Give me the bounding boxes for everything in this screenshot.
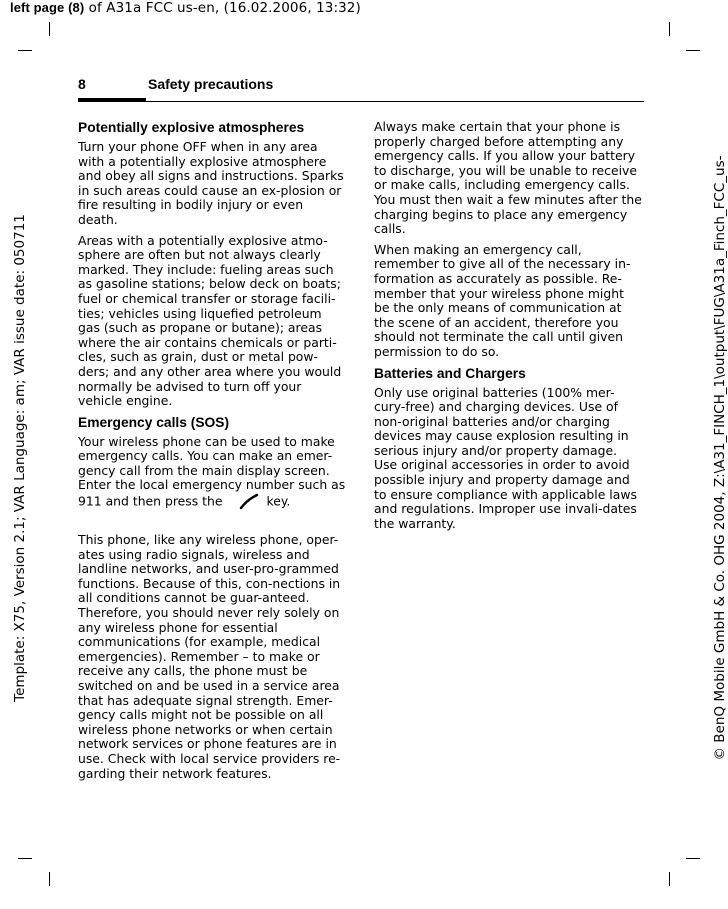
print-header [10,0,361,16]
print-header-rest: of A31a FCC us-en, (16.02.2006, 13:32) [84,0,361,16]
crop-mark [686,858,700,859]
copyright-path: © BenQ Mobile GmbH & Co. OHG 2004, Z:\A31_FINCH_1\output\FUG\A31a_Finch_FCC_us- [712,155,728,761]
crop-mark [669,872,670,886]
call-key-icon [238,493,260,511]
paragraph-emergency-number [78,435,346,511]
crop-mark [49,22,50,36]
crop-mark [669,22,670,36]
paragraph: Always make certain that your phone is properly charged before attempting any emergency calls. If you allow your battery to discharge, you will be unable to receive or make calls, including emergency calls. You must then wait a few minutes after the charging begins to place any emergency calls. [374,119,642,237]
crop-mark [18,50,32,51]
emergency-text-end: key. [266,493,291,509]
header-rule [78,101,644,102]
heading-batteries-chargers: Batteries and Chargers [374,365,526,381]
page-number: 8 [78,76,86,92]
heading-emergency-calls: Emergency calls (SOS) [78,414,230,430]
paragraph: When making an emergency call, remember to give all of the necessary in-formation as accurately as possible. Re-member that your wireless phone might be the only means of communication at the scene of an accident, therefore you should not terminate the call until given permission to do so. [374,241,631,359]
left-column [78,120,346,787]
template-info: Template: X75, Version 2.1; VAR Language: am; VAR issue date: 050711 [12,214,28,702]
right-column [374,120,642,537]
crop-mark [49,872,50,886]
paragraph: Areas with a potentially explosive atmo-sphere are often but not always clearly marked. They include: fueling areas such as gasoline stations; below deck on boats; fuel or chemical transfer or storage facili-ties; vehicles using liquefied petroleum gas (such as propane or butane); areas where the air contains chemicals or parti-cles, such as grain, dust or metal pow-ders; and any other area where you would normally be advised to turn off your vehicle engine. [78,232,342,409]
page-title: Safety precautions [148,76,274,92]
heading-explosive-atmospheres: Potentially explosive atmospheres [78,120,305,135]
paragraph: Only use original batteries (100% mer-cury-free) and charging devices. Use of non-original batteries and/or charging devices may cause explosion resulting in serious injury and/or property damage. Use original accessories in order to avoid possible injury and property damage and to ensure compliance with applicable laws and regulations. Improper use invali-dates the warranty. [374,384,637,531]
emergency-text: Your wireless phone can be used to make emergency calls. You can make an emer-gency call from the main display screen. Enter the local emergency number such as 911 and then press the [78,433,346,509]
crop-mark [18,858,32,859]
paragraph: This phone, like any wireless phone, oper-ates using radio signals, wireless and landline networks, and user-pro-grammed functions. Because of this, con-nections in all conditions cannot be guar-anteed. Therefore, you should never rely solely on any wireless phone for essential communications (for example, medical emergencies). Remember – to make or receive any calls, the phone must be switched on and be used in a service area that has adequate signal strength. Emer-gency calls might not be possible on all wireless phone networks or when certain network services or phone features are in use. Check with local service providers re-garding their network features. [78,532,341,781]
paragraph: Turn your phone OFF when in any area with a potentially explosive atmosphere and obey all signs and instructions. Sparks in such areas could cause an ex-plosion or fire resulting in bodily injury or even death. [78,139,344,227]
print-header-bold: left page (8) [10,0,85,15]
crop-mark [686,50,700,51]
